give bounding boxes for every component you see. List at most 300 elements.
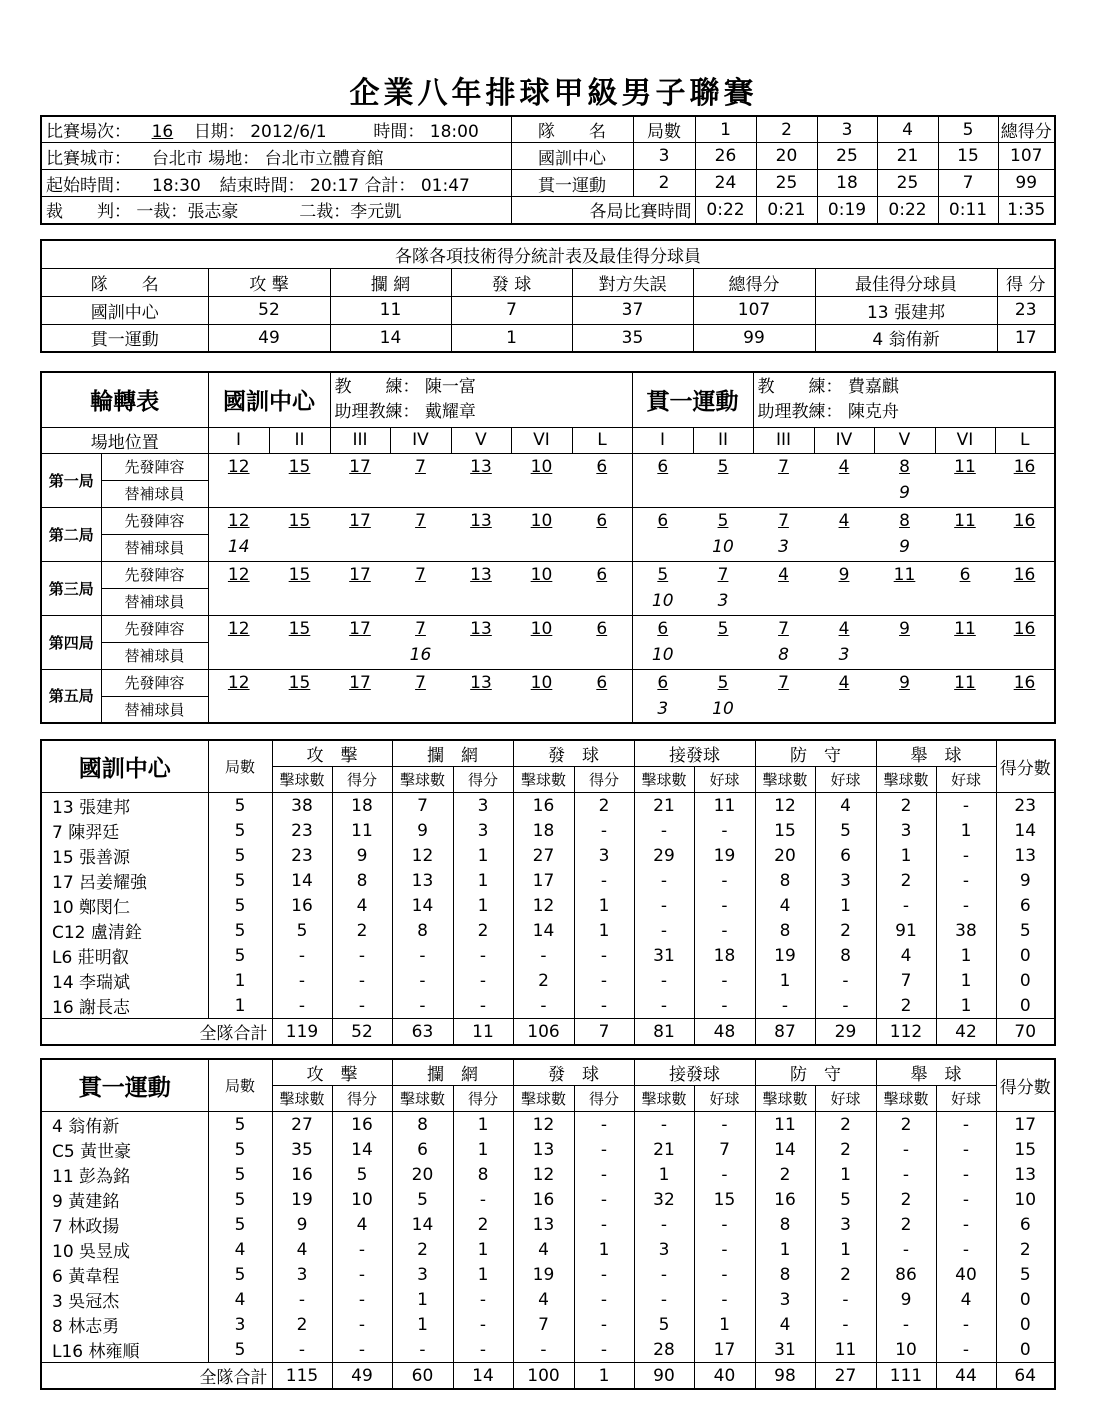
stat-sub-header: 擊球數	[876, 767, 936, 793]
team-total-cell: 81	[634, 1019, 694, 1046]
points-header: 得分數	[996, 1059, 1055, 1112]
stat-sub-header: 好球	[936, 767, 996, 793]
sub-player	[935, 480, 995, 507]
starter-player: 15	[288, 456, 311, 477]
stat-sub-header: 擊球數	[513, 1086, 574, 1112]
sub-player	[451, 642, 511, 669]
tech-cell: 23	[997, 296, 1055, 324]
stat-cell: 5	[208, 1112, 272, 1138]
tech-cell: 37	[572, 296, 693, 324]
player-row	[41, 918, 1055, 943]
sub-player	[874, 588, 935, 615]
starter-player: 9	[899, 618, 910, 639]
stat-cell: 14	[513, 918, 574, 943]
starter-player: 6	[572, 669, 632, 696]
sub-player	[572, 588, 632, 615]
stat-cell: 9	[332, 843, 392, 868]
technical-stats-table	[40, 239, 1056, 353]
coach-a: 教 練： 陳一富	[334, 376, 476, 397]
start-value: 18:30	[151, 175, 201, 196]
score-header-set3: 3	[817, 116, 877, 143]
sub-player	[511, 696, 572, 723]
sub-player	[874, 696, 935, 723]
stat-cell: 6	[996, 893, 1055, 918]
position-cell: VI	[511, 427, 572, 453]
stat-group-header: 防 守	[755, 740, 876, 767]
tech-cell: 13 張建邦	[815, 296, 997, 324]
score-cell: 25	[877, 170, 938, 197]
starter-player: 6	[572, 561, 632, 588]
starter-player: 7	[415, 564, 426, 585]
stat-cell: 5	[208, 1262, 272, 1287]
stat-cell: 15	[996, 1137, 1055, 1162]
stat-cell: 3	[453, 818, 513, 843]
starter-player: 10	[530, 672, 553, 693]
sub-player	[935, 642, 995, 669]
stat-cell: 5	[332, 1162, 392, 1187]
stat-cell: 2	[876, 1187, 936, 1212]
player-row	[41, 1187, 1055, 1212]
tech-header-cell: 發 球	[451, 268, 572, 296]
team-total-cell: 27	[815, 1363, 876, 1390]
player-row	[41, 1112, 1055, 1138]
stat-cell: 18	[513, 818, 574, 843]
venue-label: 場地：	[208, 148, 260, 169]
stat-cell: 8	[755, 1212, 815, 1237]
stat-cell: 1	[208, 968, 272, 993]
stat-cell: -	[755, 993, 815, 1019]
stat-cell: 1	[453, 893, 513, 918]
stat-cell: 4	[332, 1212, 392, 1237]
score-row-team: 貫一運動	[511, 170, 633, 197]
stat-group-header: 防 守	[755, 1059, 876, 1086]
stat-cell: -	[936, 1137, 996, 1162]
tech-header-cell: 對方失誤	[572, 268, 693, 296]
sub-player: 3	[814, 642, 874, 669]
stat-cell: -	[634, 1262, 694, 1287]
stat-sub-header: 得分	[332, 1086, 392, 1112]
stat-cell: -	[453, 1337, 513, 1363]
stat-cell: 2	[876, 793, 936, 819]
stat-cell: 23	[272, 818, 332, 843]
sub-player	[330, 696, 390, 723]
stat-cell: 0	[996, 968, 1055, 993]
stat-sub-header: 得分	[453, 767, 513, 793]
stat-sub-header: 擊球數	[876, 1086, 936, 1112]
stat-cell: 1	[392, 1312, 453, 1337]
sub-player	[451, 480, 511, 507]
stat-cell: 3	[815, 1212, 876, 1237]
stat-cell: 13	[996, 843, 1055, 868]
stat-cell: 3	[876, 818, 936, 843]
starter-player: 7	[717, 564, 729, 585]
stat-cell: 5	[208, 1337, 272, 1363]
stat-cell: 10	[332, 1187, 392, 1212]
stat-cell: 5	[208, 1187, 272, 1212]
stat-cell: 10	[876, 1337, 936, 1363]
stat-cell: 3	[453, 793, 513, 819]
stat-cell: -	[936, 1212, 996, 1237]
tech-header-cell: 隊 名	[41, 268, 208, 296]
score-header-set1: 1	[695, 116, 756, 143]
team-total-row	[41, 1363, 1055, 1390]
starter-player: 5	[717, 618, 729, 639]
stat-cell: 8	[453, 1162, 513, 1187]
stat-sub-header: 得分	[453, 1086, 513, 1112]
score-cell: 26	[695, 143, 756, 170]
player-row	[41, 1287, 1055, 1312]
team-total-cell: 70	[996, 1019, 1055, 1046]
stat-cell: 4	[876, 943, 936, 968]
tech-cell: 國訓中心	[41, 296, 208, 324]
stat-group-header: 攔 網	[392, 740, 513, 767]
stat-cell: 14	[755, 1137, 815, 1162]
stat-cell: -	[634, 1112, 694, 1138]
stat-cell: 35	[272, 1137, 332, 1162]
position-cell: L	[995, 427, 1055, 453]
stat-cell: 11	[755, 1112, 815, 1138]
stat-cell: -	[574, 993, 634, 1019]
team-name: 貫一運動	[41, 1059, 208, 1112]
stat-cell: 12	[755, 793, 815, 819]
sub-player	[572, 534, 632, 561]
stat-cell: 5	[634, 1312, 694, 1337]
starter-player: 11	[893, 564, 916, 585]
sub-player	[269, 480, 330, 507]
stat-sub-header: 擊球數	[392, 1086, 453, 1112]
tech-row	[41, 324, 1055, 352]
player-name: 13 張建邦	[41, 793, 208, 819]
stat-cell: 5	[208, 943, 272, 968]
date-value: 2012/6/1	[250, 122, 327, 142]
tech-cell: 11	[330, 296, 451, 324]
position-cell: VI	[935, 427, 995, 453]
starter-player: 6	[572, 507, 632, 534]
score-header-set4: 4	[877, 116, 938, 143]
stat-sub-header: 擊球數	[755, 1086, 815, 1112]
rotation-starter-row	[41, 669, 1055, 696]
sub-label: 替補球員	[101, 642, 208, 669]
sub-player	[390, 480, 451, 507]
starter-player: 15	[288, 618, 311, 639]
sub-label: 替補球員	[101, 480, 208, 507]
sub-player	[269, 696, 330, 723]
stat-cell: 9	[996, 868, 1055, 893]
score-cell: 99	[998, 170, 1055, 197]
starter-player: 15	[288, 564, 311, 585]
stat-group-header: 舉 球	[876, 1059, 996, 1086]
team-total-label: 全隊合計	[41, 1363, 272, 1390]
sub-player: 10	[693, 696, 753, 723]
starter-player: 6	[572, 615, 632, 642]
rotation-team-a: 國訓中心	[208, 372, 330, 427]
stat-cell: 12	[513, 1112, 574, 1138]
end-label: 結束時間：	[219, 175, 305, 196]
score-cell: 2	[633, 170, 695, 197]
stat-cell: 16	[332, 1112, 392, 1138]
player-row	[41, 968, 1055, 993]
starter-label: 先發陣容	[101, 669, 208, 696]
tech-header-cell: 總得分	[693, 268, 815, 296]
stat-sub-header: 擊球數	[272, 767, 332, 793]
stat-cell: 1	[815, 1162, 876, 1187]
player-row	[41, 1312, 1055, 1337]
stat-cell: 1	[634, 1162, 694, 1187]
starter-player: 17	[349, 618, 371, 639]
stat-group-header: 接發球	[634, 1059, 755, 1086]
stat-cell: -	[332, 968, 392, 993]
player-name: 9 黃建銘	[41, 1187, 208, 1212]
starter-player: 4	[838, 618, 850, 639]
sub-player	[814, 696, 874, 723]
stat-cell: 2	[513, 968, 574, 993]
stat-cell: -	[815, 968, 876, 993]
stat-cell: -	[574, 968, 634, 993]
stat-cell: -	[272, 968, 332, 993]
stat-cell: 2	[815, 1137, 876, 1162]
player-row	[41, 1137, 1055, 1162]
sub-player	[269, 642, 330, 669]
position-cell: L	[572, 427, 632, 453]
sub-player	[208, 696, 269, 723]
starter-player: 10	[530, 618, 553, 639]
position-cell: II	[693, 427, 753, 453]
player-name: 16 謝長志	[41, 993, 208, 1019]
starter-player: 10	[530, 564, 553, 585]
starter-player: 7	[415, 618, 426, 639]
sub-label: 替補球員	[101, 534, 208, 561]
referee-label: 裁 判：	[46, 202, 131, 223]
starter-player: 6	[632, 669, 693, 696]
stat-cell: 3	[634, 1237, 694, 1262]
sub-player	[330, 534, 390, 561]
stat-cell: -	[694, 968, 755, 993]
rotation-starter-row	[41, 453, 1055, 480]
stat-cell: 6	[392, 1137, 453, 1162]
set-name: 第一局	[41, 453, 101, 507]
team-total-cell: 64	[996, 1363, 1055, 1390]
stat-cell: 9	[876, 1287, 936, 1312]
rotation-sub-row	[41, 534, 1055, 561]
score-cell: 20	[756, 143, 817, 170]
stat-cell: 5	[392, 1187, 453, 1212]
stat-cell: 1	[694, 1312, 755, 1337]
stat-cell: -	[634, 1287, 694, 1312]
stat-sub-header: 好球	[936, 1086, 996, 1112]
starter-player: 9	[899, 672, 910, 693]
stat-cell: -	[694, 1287, 755, 1312]
stat-cell: 2	[332, 918, 392, 943]
starter-label: 先發陣容	[101, 561, 208, 588]
stat-cell: -	[694, 1262, 755, 1287]
stat-cell: 14	[392, 893, 453, 918]
starter-player: 13	[470, 456, 492, 477]
stat-cell: -	[272, 993, 332, 1019]
stat-cell: 16	[272, 893, 332, 918]
team-total-row	[41, 1019, 1055, 1046]
team-total-cell: 7	[574, 1019, 634, 1046]
stat-cell: 0	[996, 943, 1055, 968]
stat-cell: -	[332, 1287, 392, 1312]
stat-cell: 23	[996, 793, 1055, 819]
sub-player: 10	[693, 534, 753, 561]
stat-group-header: 攻 擊	[272, 1059, 392, 1086]
sub-player	[693, 480, 753, 507]
team-total-cell: 90	[634, 1363, 694, 1390]
stat-cell: -	[936, 1187, 996, 1212]
stat-cell: 4	[332, 893, 392, 918]
city-label: 比賽城市：	[46, 148, 131, 169]
stat-cell: 2	[272, 1312, 332, 1337]
stat-cell: -	[392, 993, 453, 1019]
sub-player: 8	[753, 642, 814, 669]
starter-player: 12	[227, 564, 250, 585]
team-total-cell: 11	[453, 1019, 513, 1046]
player-name: 15 張善源	[41, 843, 208, 868]
score-header-sets: 局數	[633, 116, 695, 143]
stat-cell: -	[936, 868, 996, 893]
starter-player: 11	[954, 510, 976, 531]
stat-group-header: 攻 擊	[272, 740, 392, 767]
stat-cell: -	[574, 1287, 634, 1312]
stat-sub-header: 好球	[815, 767, 876, 793]
starter-player: 7	[415, 456, 426, 477]
stat-cell: -	[272, 1287, 332, 1312]
stat-sub-header: 好球	[694, 767, 755, 793]
rotation-sub-row	[41, 642, 1055, 669]
stat-cell: -	[936, 1337, 996, 1363]
stat-cell: -	[574, 1112, 634, 1138]
stat-cell: 3	[574, 843, 634, 868]
stat-cell: 23	[272, 843, 332, 868]
stat-cell: 4	[513, 1287, 574, 1312]
stat-cell: -	[513, 1337, 574, 1363]
sub-player	[995, 588, 1055, 615]
stat-cell: 13	[996, 1162, 1055, 1187]
tech-header-cell: 最佳得分球員	[815, 268, 997, 296]
sets-header: 局數	[208, 1059, 272, 1112]
sub-label: 替補球員	[101, 696, 208, 723]
sub-player	[935, 534, 995, 561]
stat-cell: 19	[755, 943, 815, 968]
starter-player: 17	[349, 456, 371, 477]
set-name: 第四局	[41, 615, 101, 669]
player-name: 10 吳昱成	[41, 1237, 208, 1262]
stat-sub-header: 好球	[694, 1086, 755, 1112]
stat-cell: -	[634, 968, 694, 993]
stat-cell: 15	[755, 818, 815, 843]
player-name: 11 彭為銘	[41, 1162, 208, 1187]
player-name: 6 黃韋程	[41, 1262, 208, 1287]
stat-cell: -	[453, 943, 513, 968]
stat-cell: 17	[996, 1112, 1055, 1138]
stat-cell: -	[453, 1287, 513, 1312]
stat-cell: 8	[755, 918, 815, 943]
stat-cell: 14	[392, 1212, 453, 1237]
starter-player: 6	[632, 615, 693, 642]
set-name: 第二局	[41, 507, 101, 561]
stat-cell: 8	[392, 1112, 453, 1138]
tech-cell: 1	[451, 324, 572, 352]
position-cell: II	[269, 427, 330, 453]
stat-cell: 1	[453, 1237, 513, 1262]
position-cell: III	[753, 427, 814, 453]
starter-player: 7	[415, 672, 426, 693]
player-row	[41, 1337, 1055, 1363]
score-cell: 107	[998, 143, 1055, 170]
stat-cell: -	[453, 968, 513, 993]
match-info-table	[40, 115, 1056, 225]
stat-cell: -	[272, 1337, 332, 1363]
stat-cell: 15	[694, 1187, 755, 1212]
tech-header-cell: 攻 擊	[208, 268, 330, 296]
stat-cell: -	[936, 793, 996, 819]
position-cell: III	[330, 427, 390, 453]
team-total-cell: 52	[332, 1019, 392, 1046]
sub-player	[995, 480, 1055, 507]
stat-cell: 1	[453, 1137, 513, 1162]
time-label: 時間：	[373, 122, 425, 142]
team-total-cell: 98	[755, 1363, 815, 1390]
starter-player: 6	[632, 507, 693, 534]
stat-cell: 5	[208, 868, 272, 893]
score-cell: 25	[756, 170, 817, 197]
stat-cell: -	[332, 1337, 392, 1363]
tech-caption: 各隊各項技術得分統計表及最佳得分球員	[41, 240, 1055, 268]
stat-cell: 16	[513, 1187, 574, 1212]
stat-cell: 1	[755, 1237, 815, 1262]
position-cell: IV	[814, 427, 874, 453]
tech-cell: 35	[572, 324, 693, 352]
stat-cell: -	[815, 993, 876, 1019]
stat-cell: 21	[634, 793, 694, 819]
player-row	[41, 868, 1055, 893]
stat-cell: 2	[876, 1112, 936, 1138]
stat-cell: 5	[208, 818, 272, 843]
rotation-table	[40, 371, 1056, 724]
starter-player: 16	[1013, 456, 1036, 477]
sub-player	[632, 534, 693, 561]
sub-player	[874, 642, 935, 669]
starter-player: 16	[1013, 564, 1036, 585]
starter-player: 5	[717, 672, 729, 693]
stat-sub-header: 好球	[815, 1086, 876, 1112]
stat-cell: -	[936, 1112, 996, 1138]
position-cell: V	[874, 427, 935, 453]
stat-cell: 38	[936, 918, 996, 943]
stat-group-header: 攔 網	[392, 1059, 513, 1086]
stat-cell: -	[332, 1237, 392, 1262]
sub-player	[693, 642, 753, 669]
starter-label: 先發陣容	[101, 615, 208, 642]
set-time-label: 各局比賽時間	[511, 197, 695, 224]
stat-cell: 9	[272, 1212, 332, 1237]
stat-cell: 27	[513, 843, 574, 868]
player-name: C12 盧清銓	[41, 918, 208, 943]
player-name: 4 翁侑新	[41, 1112, 208, 1138]
stat-cell: -	[574, 1162, 634, 1187]
stat-cell: 1	[453, 1112, 513, 1138]
stat-cell: 16	[272, 1162, 332, 1187]
tech-cell: 貫一運動	[41, 324, 208, 352]
stat-cell: 4	[936, 1287, 996, 1312]
stat-cell: 5	[272, 918, 332, 943]
stat-cell: -	[876, 1162, 936, 1187]
starter-player: 4	[838, 672, 850, 693]
stat-cell: 8	[332, 868, 392, 893]
stat-sub-header: 擊球數	[513, 767, 574, 793]
stat-cell: 17	[513, 868, 574, 893]
